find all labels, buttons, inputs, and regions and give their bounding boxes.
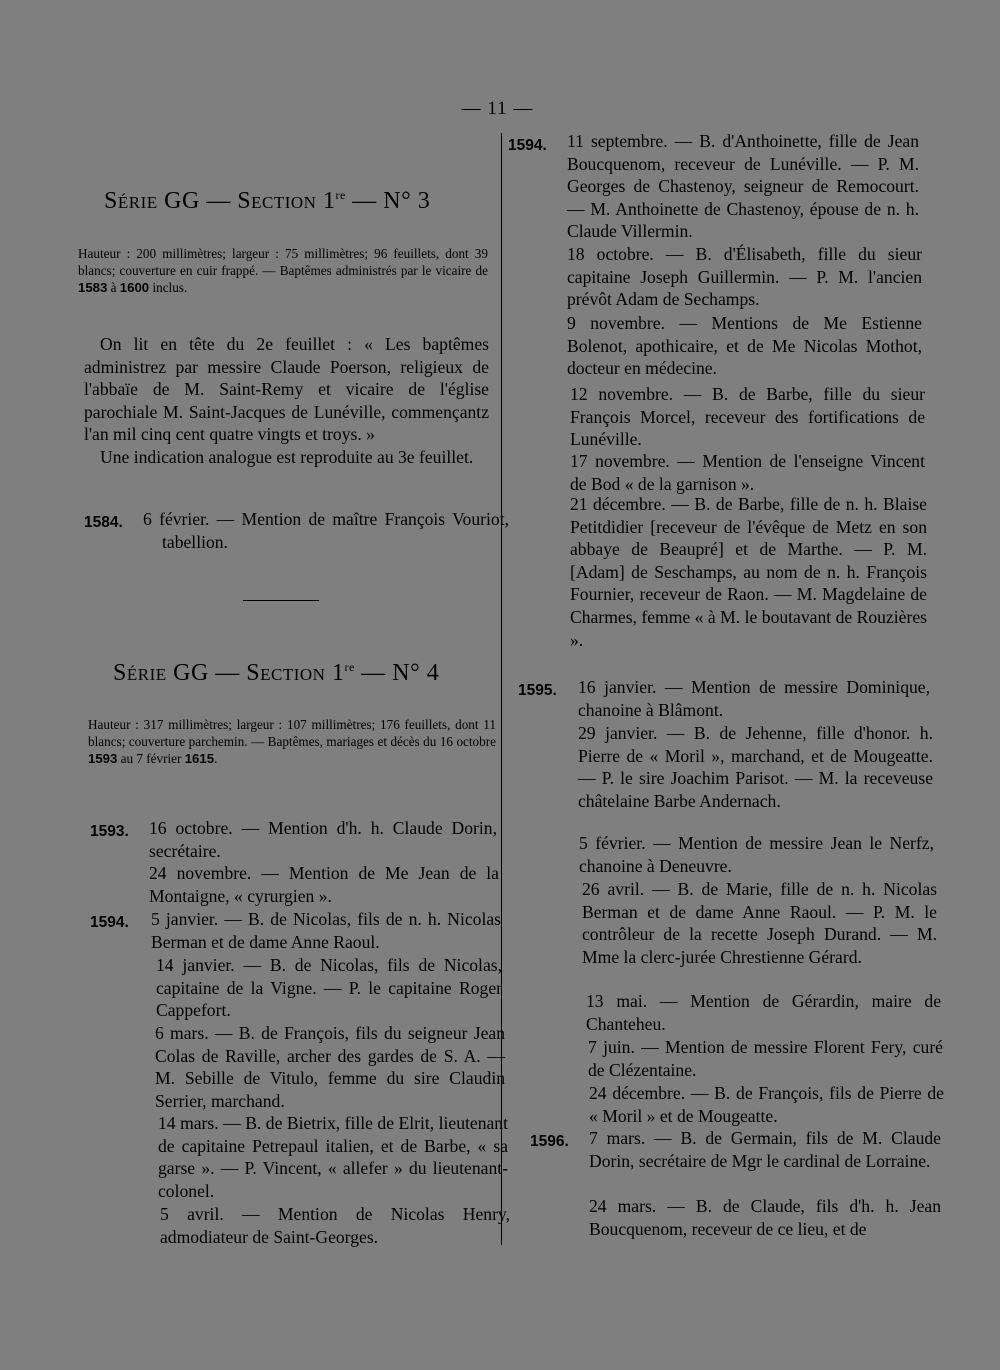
section3-title-section: Section 1 — [237, 188, 336, 214]
section4-description — [88, 716, 496, 767]
list-item: 24 décembre. — B. de François, fils de Pierre de « Moril » et de Mougeatte. — [589, 1083, 944, 1126]
section4-desc-b: au 7 février — [117, 751, 185, 766]
section3-title-sup: re — [335, 188, 346, 202]
section3-title-dash2: — — [345, 188, 384, 214]
section3-paragraph-1: On lit en tête du 2e feuillet : « Les baptêmes administrez par messire Claude Poerson, religieux de l'abbaïe de M. Saint-Remy et vicaire de l'église parochiale M. Saint-Jacques de Lunéville, commençantz l'an mil cinq cent quatre vingts et troys. » — [84, 334, 489, 445]
section3-paragraph-2: Une indication analogue est reproduite au 3e feuillet. — [100, 447, 474, 467]
section3-title-serie: Série GG — [104, 188, 200, 214]
entry-1584-text: 6 février. — Mention de maître François Vouriot, tabellion. — [143, 509, 509, 552]
list-item: 13 mai. — Mention de Gérardin, maire de Chanteheu. — [586, 991, 941, 1034]
entry-year: 1596. — [530, 1133, 569, 1150]
section4-desc-a: Hauteur : 317 millimètres; largeur : 107 millimètres; 176 feuillets, dont 11 blancs; couverture parchemin. — Baptêmes, mariages et décès du 16 octobre — [88, 717, 496, 749]
section4-title-dash1: — — [208, 660, 247, 686]
list-item: 5 février. — Mention de messire Jean le Nerfz, chanoine à Deneuvre. — [579, 833, 934, 876]
page-number: — 11 — — [461, 98, 534, 119]
list-item: 14 janvier. — B. de Nicolas, fils de Nicolas, capitaine de la Vigne. — P. le capitaine Roger Cappefort. — [156, 955, 502, 1021]
list-item: 16 janvier. — Mention de messire Dominique, chanoine à Blâmont. — [578, 677, 930, 720]
section3-desc-b: à — [107, 280, 120, 295]
list-item: 7 mars. — B. de Germain, fils de M. Claude Dorin, secrétaire de Mgr le cardinal de Lorraine. — [589, 1128, 941, 1171]
section4-desc-year1: 1593 — [88, 751, 118, 766]
list-item: 16 octobre. — Mention d'h. h. Claude Dorin, secrétaire. — [149, 818, 497, 861]
entry-year: 1595. — [518, 682, 557, 699]
list-item: 6 mars. — B. de François, fils du seigneur Jean Colas de Raville, archer des gardes de S. A. — M. Sebille de Vitulo, femme du sire Claudin Serrier, marchand. — [155, 1023, 505, 1111]
section4-desc-year2: 1615 — [184, 751, 215, 766]
entry-year: 1593. — [90, 823, 129, 840]
list-item: 7 juin. — Mention de messire Florent Fery, curé de Clézentaine. — [588, 1037, 943, 1080]
section3-title-number: N° 3 — [383, 188, 431, 214]
section4-title — [113, 660, 439, 687]
list-item: 18 octobre. — B. d'Élisabeth, fille du sieur capitaine Joseph Guillermin. — P. M. l'ancien prévôt Adam de Sechamps. — [567, 244, 922, 310]
section3-title — [104, 188, 430, 215]
list-item: 17 novembre. — Mention de l'enseigne Vincent de Bod « de la garnison ». — [570, 451, 925, 494]
entry-year: 1594. — [508, 137, 547, 154]
section4-desc-c: . — [214, 751, 218, 766]
section3-desc-a: Hauteur : 200 millimètres; largeur : 75 millimètres; 96 feuillets, dont 39 blancs; couverture en cuir frappé. — Baptêmes administrés par le vicaire de — [78, 246, 488, 278]
section3-desc-year2: 1600 — [119, 280, 150, 295]
list-item: 14 mars. — B. de Bietrix, fille de Elrit, lieutenant de capitaine Petrepaul italien, et de Barbe, « sa garse ». — P. Vincent, « allefer » du lieutenant-colonel. — [158, 1113, 508, 1201]
section3-description — [78, 245, 488, 296]
section4-title-serie: Série GG — [113, 660, 209, 686]
section4-title-sup: re — [344, 660, 355, 674]
list-item: 26 avril. — B. de Marie, fille de n. h. Nicolas Berman et de dame Anne Raoul. — P. M. le contrôleur de la recette Joseph Durand. — M. Mme la clerc-jurée Chrestienne Gérard. — [582, 879, 937, 967]
section4-title-section: Section 1 — [246, 660, 345, 686]
entry-year-1584: 1584. — [84, 514, 123, 531]
section4-title-dash2: — — [354, 660, 393, 686]
list-item: 5 avril. — Mention de Nicolas Henry, admodiateur de Saint-Georges. — [160, 1204, 510, 1247]
list-item: 12 novembre. — B. de Barbe, fille du sieur François Morcel, receveur des fortifications de Lunéville. — [570, 384, 925, 450]
section3-desc-year1: 1583 — [78, 280, 108, 295]
list-item: 11 septembre. — B. d'Anthoinette, fille de Jean Boucquenom, receveur de Lunéville. — P. M. Georges de Chastenoy, seigneur de Remocourt. — M. Anthoinette de Chastenoy, épouse de n. h. Claude Villermin. — [567, 131, 919, 242]
list-item: 9 novembre. — Mentions de Me Estienne Bolenot, apothicaire, et de Me Nicolas Mothot, docteur en médecine. — [567, 313, 922, 379]
list-item: 24 novembre. — Mention de Me Jean de la Montaigne, « cyrurgien ». — [149, 863, 499, 906]
list-item: 29 janvier. — B. de Jehenne, fille d'honor. h. Pierre de « Moril », marchand, et de Mougeatte. — P. le sire Joachim Parisot. — M. la receveuse châtelaine Barbe Andernach. — [578, 723, 933, 811]
section3-desc-c: inclus. — [149, 280, 188, 295]
section4-title-number: N° 4 — [392, 660, 440, 686]
entry-year: 1594. — [90, 914, 129, 931]
section-separator — [243, 600, 319, 601]
list-item: 21 décembre. — B. de Barbe, fille de n. h. Blaise Petitdidier [receveur de l'évêque de Metz en son abbaye de Beaupré] et de Marthe. — P. M. [Adam] de Seschamps, au nom de n. h. François Fournier, receveur de Raon. — M. Magdelaine de Charmes, femme « à M. le boutavant de Rouzières ». — [570, 494, 927, 650]
section3-title-dash1: — — [199, 188, 238, 214]
list-item: 24 mars. — B. de Claude, fils d'h. h. Jean Boucquenom, receveur de ce lieu, et de — [589, 1196, 941, 1239]
list-item: 5 janvier. — B. de Nicolas, fils de n. h. Nicolas Berman et de dame Anne Raoul. — [151, 909, 501, 952]
